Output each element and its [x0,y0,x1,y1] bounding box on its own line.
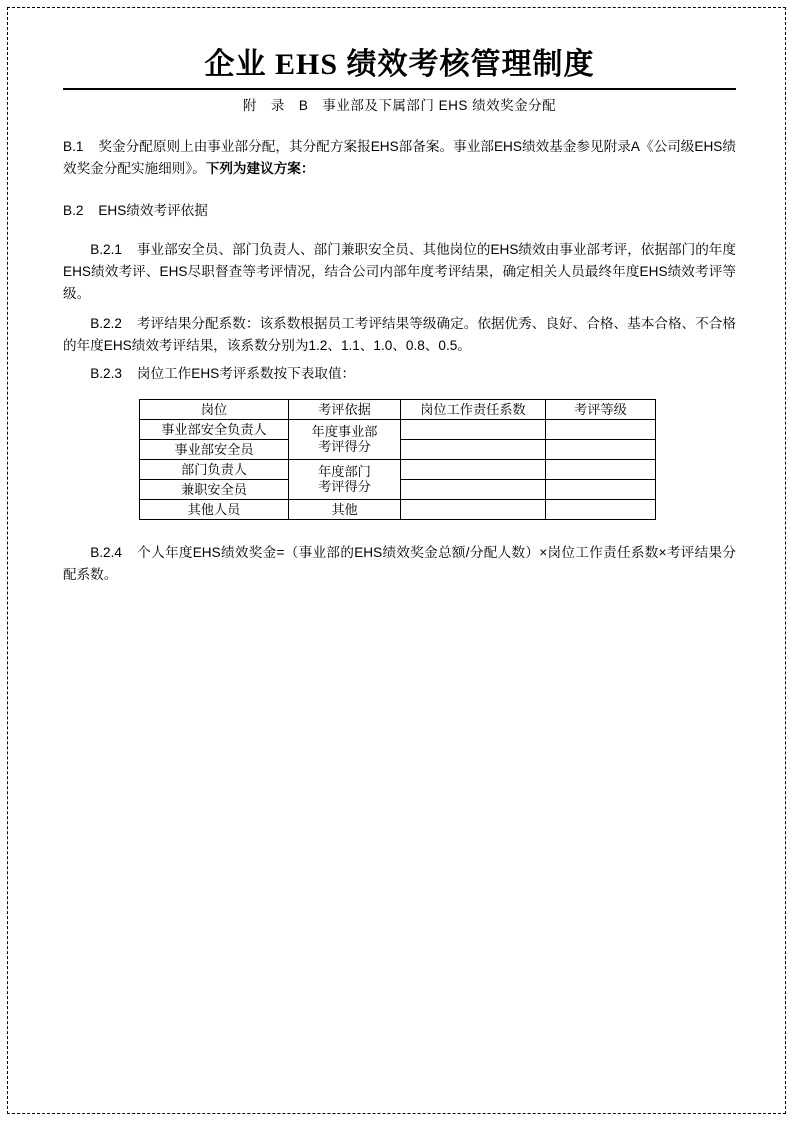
cell-grade [546,419,656,439]
cell-responsibility [401,419,546,439]
table-header-basis: 考评依据 [289,399,401,419]
paragraph-b1-text: 奖金分配原则上由事业部分配，其分配方案报EHS部备案。事业部EHS绩效基金参见附录A《公司级EHS绩效奖金分配实施细则》。 [63,138,736,176]
paragraph-b1 [63,136,736,180]
cell-basis-group-2 [289,459,401,499]
cell-post: 部门负责人 [140,459,289,479]
section-label-b24: B.2.4 [90,544,122,560]
page-title: 企业 EHS 绩效考核管理制度 [204,48,595,81]
section-label-b1: B.1 [63,138,84,154]
paragraph-b1-bold-text: 下列为建议方案： [205,160,315,176]
section-label-b22: B.2.2 [90,315,122,331]
cell-grade [546,439,656,459]
cell-responsibility [401,479,546,499]
paragraph-b24 [63,542,736,586]
coefficient-table [139,399,656,520]
cell-responsibility [401,499,546,519]
table-header-post: 岗位 [140,399,289,419]
paragraph-b24-text: 个人年度EHS绩效奖金=（事业部的EHS绩效奖金总额/分配人数）×岗位工作责任系数×考评结果分配系数。 [63,544,736,582]
section-label-b21: B.2.1 [90,241,122,257]
page-content [63,0,736,586]
paragraph-b22-text: 考评结果分配系数：该系数根据员工考评结果等级确定。依据优秀、良好、合格、基本合格、不合格的年度EHS绩效考评结果，该系数分别为1.2、1.1、1.0、0.8、0.5。 [63,315,736,353]
page-subtitle: 附 录 B 事业部及下属部门 EHS 绩效奖金分配 [242,97,557,113]
paragraph-b21 [63,239,736,305]
paragraph-b22 [63,313,736,357]
cell-responsibility [401,459,546,479]
cell-basis-group-3: 其他 [289,499,401,519]
paragraph-b21-text: 事业部安全员、部门负责人、部门兼职安全员、其他岗位的EHS绩效由事业部考评，依据部门的年度EHS绩效考评、EHS尽职督查等考评情况，结合公司内部年度考评结果，确定相关人员最终年度EHS绩效考评等级。 [63,241,736,301]
paragraph-b2 [63,200,736,222]
cell-post: 事业部安全员 [140,439,289,459]
table-row [140,459,656,479]
cell-basis-line2: 考评得分 [318,439,371,455]
cell-post: 兼职安全员 [140,479,289,499]
paragraph-b23-text: 岗位工作EHS考评系数按下表取值： [136,365,356,381]
cell-basis-line1: 年度部门 [318,463,371,479]
cell-grade [546,459,656,479]
section-heading-b2: EHS绩效考评依据 [98,202,208,218]
table-header-grade: 考评等级 [546,399,656,419]
cell-grade [546,479,656,499]
paragraph-b23 [63,363,736,385]
cell-grade [546,499,656,519]
table-header-responsibility: 岗位工作责任系数 [401,399,546,419]
cell-basis-line1: 年度事业部 [311,423,378,439]
cell-post: 事业部安全负责人 [140,419,289,439]
table-row [140,419,656,439]
cell-basis-group-1 [289,419,401,459]
cell-post: 其他人员 [140,499,289,519]
cell-basis-line2: 考评得分 [318,479,371,495]
section-label-b23: B.2.3 [90,365,122,381]
section-label-b2: B.2 [63,202,84,218]
table-header-row [140,399,656,419]
table-row [140,499,656,519]
coefficient-table-wrapper [63,399,736,520]
cell-responsibility [401,439,546,459]
